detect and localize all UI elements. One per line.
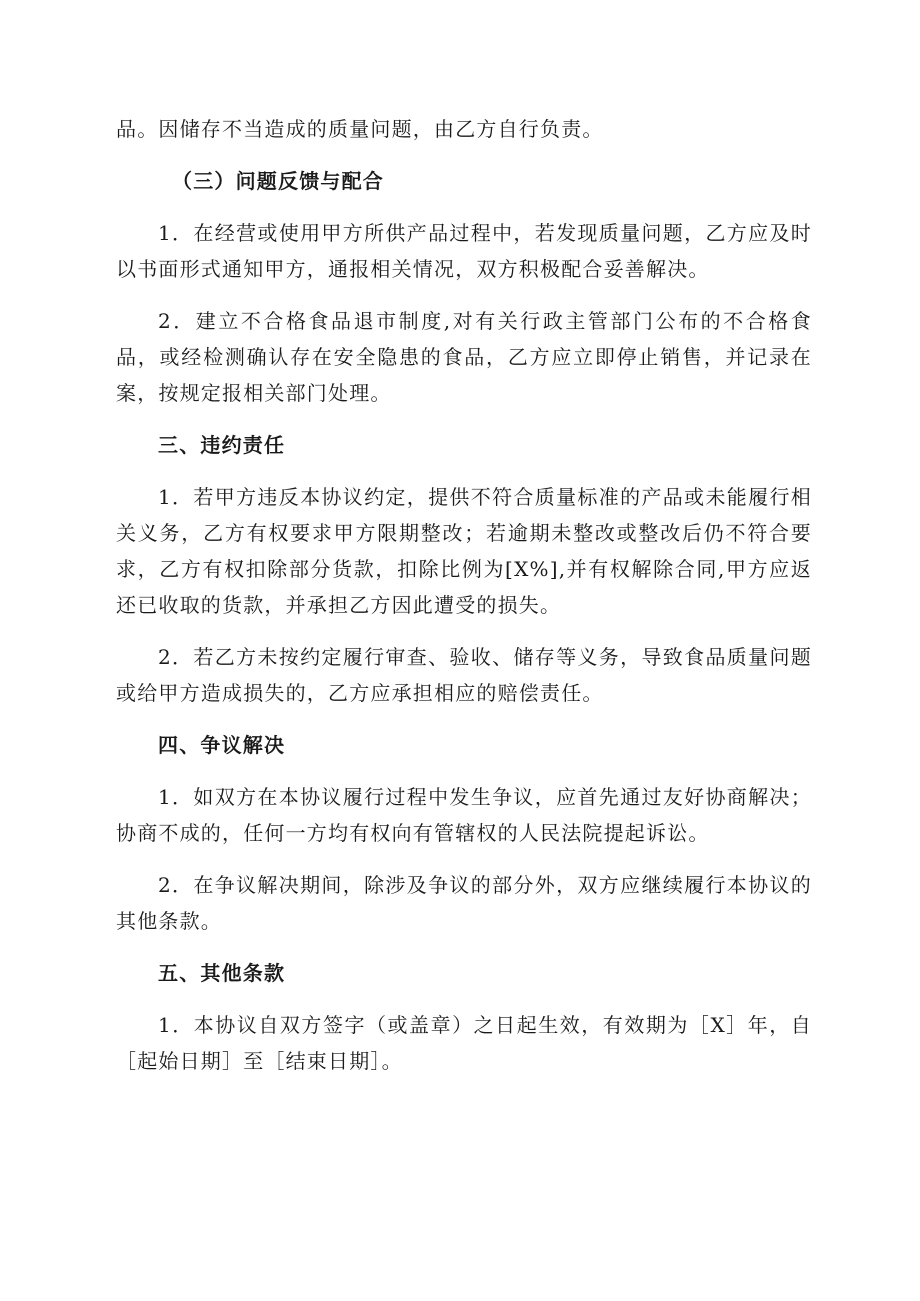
section-5-item-1: 1．本协议自双方签字（或盖章）之日起生效，有效期为［X］年，自［起始日期］至［结束日期］。 [116, 1013, 812, 1073]
section-4-item-2: 2．在争议解决期间，除涉及争议的部分外，双方应继续履行本协议的其他条款。 [116, 873, 812, 933]
section-2-3-title: （三）问题反馈与配合 [172, 169, 384, 193]
section-2-3-item-2: 2．建立不合格食品退市制度,对有关行政主管部门公布的不合格食品，或经检测确认存在安全隐患的食品，乙方应立即停止销售，并记录在案，按规定报相关部门处理。 [116, 309, 812, 405]
section-2-3-item-1: 1．在经营或使用甲方所供产品过程中，若发现质量问题，乙方应及时以书面形式通知甲方，通报相关情况，双方积极配合妥善解决。 [116, 221, 812, 281]
section-3-item-2: 2．若乙方未按约定履行审查、验收、储存等义务，导致食品质量问题或给甲方造成损失的，乙方应承担相应的赔偿责任。 [116, 645, 812, 705]
intro-paragraph-tail: 品。因储存不当造成的质量问题，由乙方自行负责。 [116, 117, 604, 141]
section-3-item-1: 1．若甲方违反本协议约定，提供不符合质量标准的产品或未能履行相关义务，乙方有权要求甲方限期整改；若逾期未整改或整改后仍不符合要求，乙方有权扣除部分货款，扣除比例为[X%],并有权解除合同,甲方应返还已收取的货款，并承担乙方因此遭受的损失。 [116, 485, 812, 617]
section-4-title: 四、争议解决 [158, 733, 286, 757]
section-5-title: 五、其他条款 [158, 961, 286, 985]
section-4-item-1: 1．如双方在本协议履行过程中发生争议，应首先通过友好协商解决；协商不成的，任何一方均有权向有管辖权的人民法院提起诉讼。 [116, 785, 812, 845]
section-3-title: 三、违约责任 [158, 433, 286, 457]
